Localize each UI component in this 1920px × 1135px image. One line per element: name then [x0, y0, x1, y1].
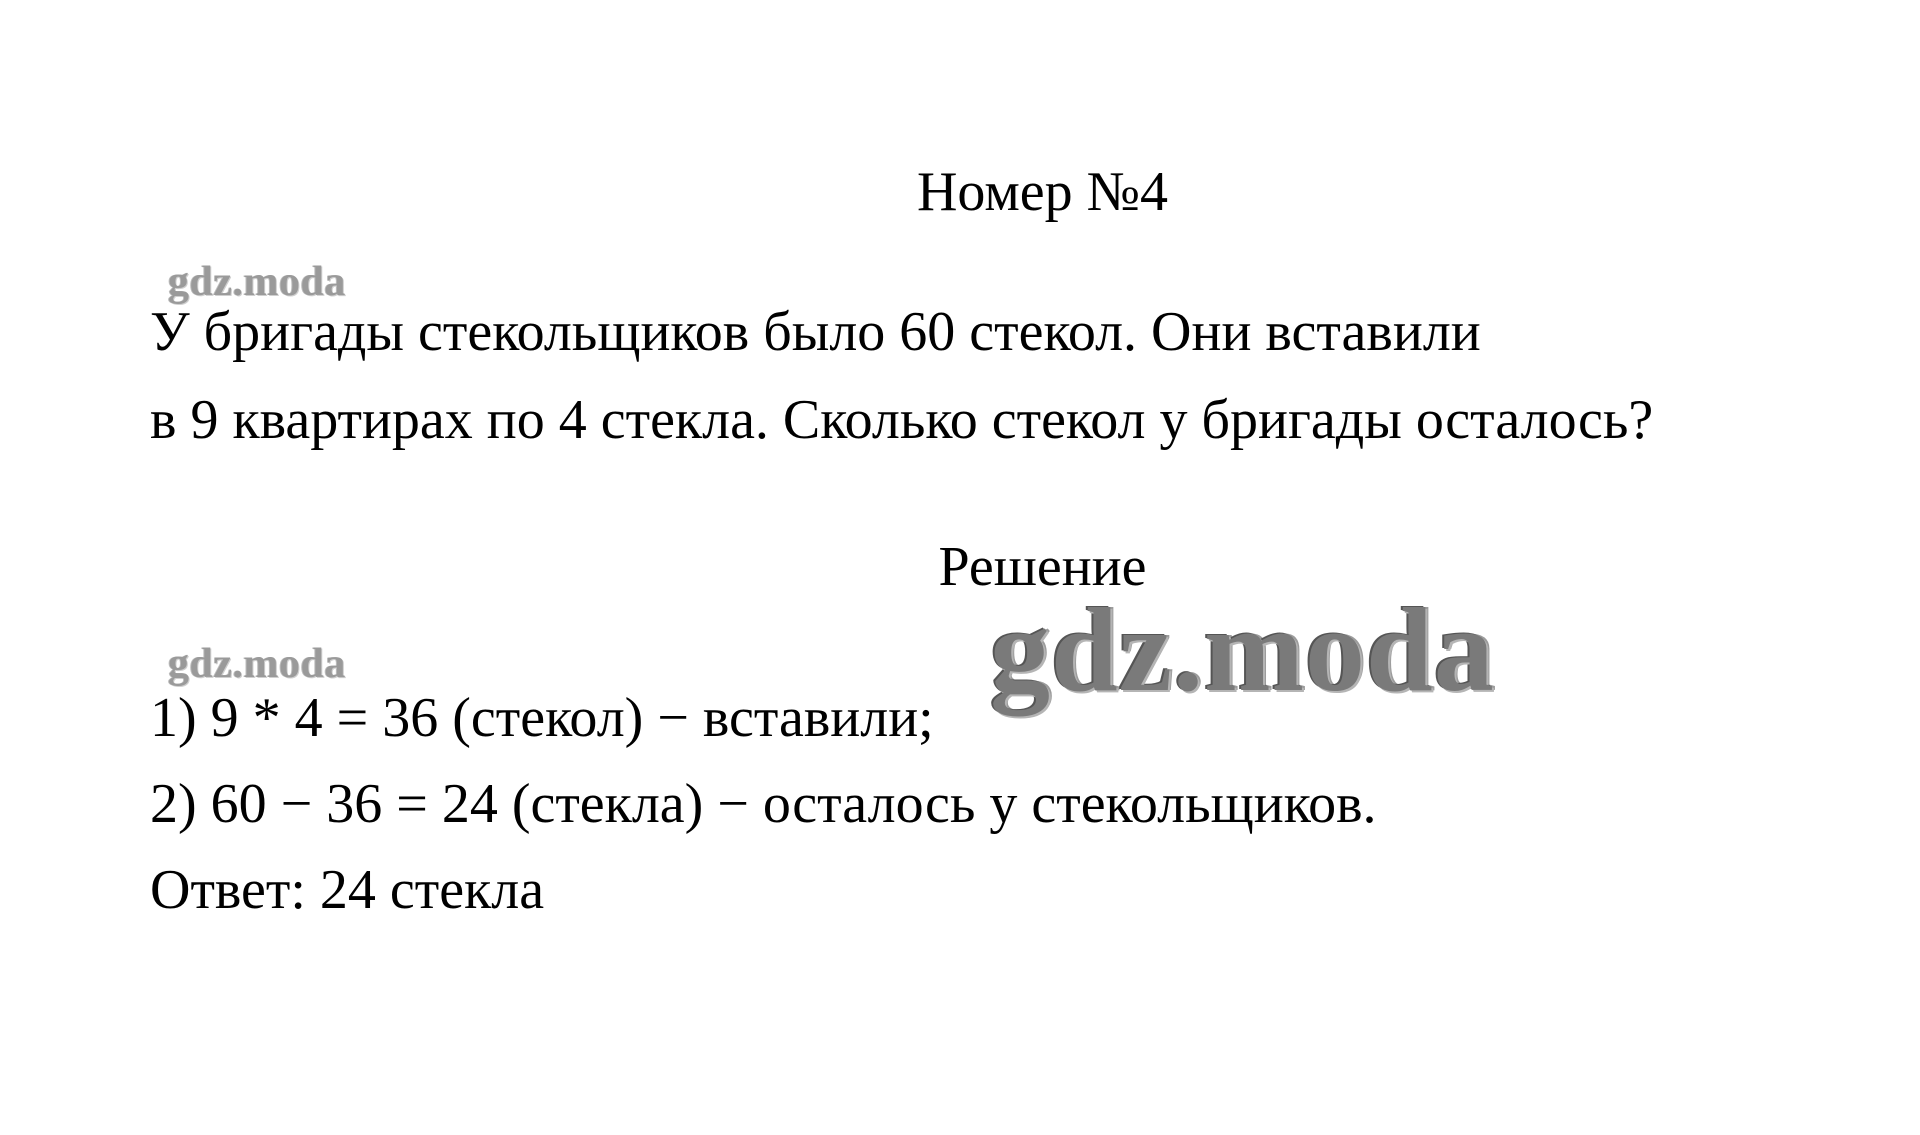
solution-step-1: 1) 9 * 4 = 36 (стекол) − вставили; [150, 687, 934, 749]
answer-line: Ответ: 24 стекла [150, 859, 545, 921]
solution-heading: Решение [938, 536, 1147, 598]
watermark-logo-middle: gdz.moda [168, 641, 346, 687]
problem-text-line-2: в 9 квартирах по 4 стекла. Сколько стекол у бригады осталось? [150, 389, 1654, 451]
problem-text-line-1: У бригады стекольщиков было 60 стекол. Они вставили [150, 301, 1481, 363]
watermark-logo-top: gdz.moda [168, 259, 346, 305]
watermark-logo-large: gdz.moda [990, 583, 1495, 716]
solution-step-2: 2) 60 − 36 = 24 (стекла) − осталось у стекольщиков. [150, 773, 1377, 835]
problem-title: Номер №4 [916, 161, 1169, 223]
